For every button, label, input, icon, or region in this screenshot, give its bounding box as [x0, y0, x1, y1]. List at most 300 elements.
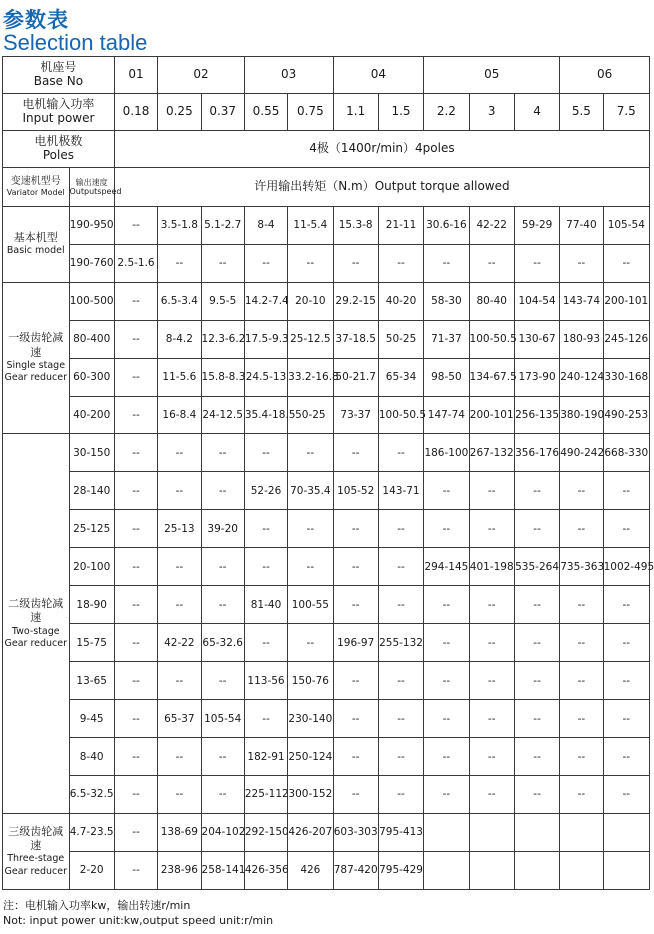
- torque-cell: --: [469, 738, 514, 776]
- torque-cell: --: [424, 510, 469, 548]
- variator-row: [3, 167, 650, 206]
- torque-cell: 52-26: [244, 472, 287, 510]
- torque-cell: --: [114, 662, 157, 700]
- torque-cell: 104-54: [514, 282, 559, 320]
- torque-cell: 9.5-5: [201, 282, 244, 320]
- torque-cell: --: [288, 244, 333, 282]
- torque-cell: 668-330: [603, 434, 649, 472]
- torque-cell: 80-40: [469, 282, 514, 320]
- torque-cell: --: [114, 624, 157, 662]
- torque-cell: --: [333, 434, 378, 472]
- output-speed-cell: 18-90: [69, 586, 114, 624]
- torque-cell: 105-54: [603, 206, 649, 244]
- poles-value: 4极（1400r/min）4poles: [114, 130, 649, 167]
- torque-cell: 21-11: [378, 206, 423, 244]
- torque-cell: --: [114, 510, 157, 548]
- torque-cell: 25-12.5: [288, 320, 333, 358]
- torque-cell: 42-22: [469, 206, 514, 244]
- output-speed-cell: 190-950: [69, 206, 114, 244]
- torque-cell: 6.5-3.4: [158, 282, 201, 320]
- table-row: [3, 776, 650, 814]
- torque-cell: --: [560, 510, 603, 548]
- torque-cell: --: [469, 510, 514, 548]
- output-speed-cell: 4.7-23.5: [69, 813, 114, 851]
- torque-cell: --: [333, 510, 378, 548]
- torque-cell: --: [244, 548, 287, 586]
- torque-cell: --: [114, 548, 157, 586]
- table-row: [3, 586, 650, 624]
- torque-cell: 134-67.5: [469, 358, 514, 396]
- torque-cell: --: [288, 624, 333, 662]
- footnote: [3, 898, 273, 928]
- torque-cell: 250-124: [288, 738, 333, 776]
- torque-cell: --: [158, 738, 201, 776]
- torque-cell: --: [158, 776, 201, 814]
- table-row: [3, 206, 650, 244]
- torque-cell: 258-141: [201, 851, 244, 889]
- torque-cell: 426-356: [244, 851, 287, 889]
- single-stage-label-cn: 一级齿轮减速: [8, 331, 64, 359]
- torque-cell: 3.5-1.8: [158, 206, 201, 244]
- torque-cell: 30.6-16: [424, 206, 469, 244]
- torque-cell: --: [560, 624, 603, 662]
- output-speed-cell: 28-140: [69, 472, 114, 510]
- torque-cell: 2.5-1.6: [114, 244, 157, 282]
- torque-cell: [514, 851, 559, 889]
- torque-cell: 200-101: [469, 396, 514, 434]
- base-no-cell: 05: [424, 57, 560, 94]
- page-title-en: Selection table: [3, 30, 148, 55]
- torque-cell: --: [603, 624, 649, 662]
- torque-cell: --: [114, 776, 157, 814]
- input-power-label-en: Input power: [22, 110, 95, 125]
- base-no-label-en: Base No: [33, 73, 84, 88]
- torque-cell: 200-101: [603, 282, 649, 320]
- base-no-label-cn: 机座号: [40, 60, 77, 75]
- torque-cell: --: [333, 662, 378, 700]
- poles-label: [3, 130, 115, 167]
- variator-model-label-en: Variator Model: [6, 187, 65, 197]
- torque-cell: 173-90: [514, 358, 559, 396]
- table-row: [3, 851, 650, 889]
- torque-cell: 50-21.7: [333, 358, 378, 396]
- torque-cell: [424, 851, 469, 889]
- torque-cell: --: [603, 586, 649, 624]
- input-power-cell: 3: [469, 93, 514, 130]
- torque-cell: 294-145: [424, 548, 469, 586]
- torque-cell: --: [514, 662, 559, 700]
- base-no-cell: 02: [158, 57, 245, 94]
- torque-cell: 100-55: [288, 586, 333, 624]
- input-power-cell: 0.25: [158, 93, 201, 130]
- torque-cell: 98-50: [424, 358, 469, 396]
- torque-cell: --: [114, 282, 157, 320]
- torque-cell: --: [469, 624, 514, 662]
- torque-cell: --: [201, 586, 244, 624]
- torque-cell: 787-420: [333, 851, 378, 889]
- torque-cell: --: [424, 738, 469, 776]
- table-row: [3, 813, 650, 851]
- torque-cell: 17.5-9.3: [244, 320, 287, 358]
- torque-cell: --: [158, 434, 201, 472]
- variator-model-label: [3, 167, 70, 206]
- torque-cell: 12.3-6.2: [201, 320, 244, 358]
- table-row: [3, 662, 650, 700]
- torque-cell: 8-4: [244, 206, 287, 244]
- poles-row: [3, 130, 650, 167]
- torque-cell: --: [333, 738, 378, 776]
- torque-cell: 105-54: [201, 700, 244, 738]
- torque-cell: --: [201, 776, 244, 814]
- output-speed-cell: 60-300: [69, 358, 114, 396]
- torque-cell: 426: [288, 851, 333, 889]
- torque-cell: 490-242: [560, 434, 603, 472]
- torque-cell: 138-69: [158, 813, 201, 851]
- poles-label-cn: 电机极数: [34, 134, 83, 148]
- two-stage-label-en: Two-stage Gear reducer: [4, 625, 68, 650]
- input-power-label-cn: 电机输入功率: [22, 97, 95, 112]
- table-row: [3, 548, 650, 586]
- output-speed-cell: 8-40: [69, 738, 114, 776]
- output-speed-cell: 13-65: [69, 662, 114, 700]
- selection-table: [2, 56, 654, 890]
- torque-cell: --: [333, 586, 378, 624]
- torque-cell: 147-74: [424, 396, 469, 434]
- torque-cell: --: [560, 244, 603, 282]
- base-no-cell: 03: [244, 57, 333, 94]
- two-stage-label: [3, 434, 70, 814]
- torque-cell: --: [424, 662, 469, 700]
- torque-cell: 29.2-15: [333, 282, 378, 320]
- output-speed-cell: 80-400: [69, 320, 114, 358]
- torque-cell: --: [424, 776, 469, 814]
- torque-cell: --: [560, 472, 603, 510]
- torque-cell: --: [378, 738, 423, 776]
- torque-cell: --: [114, 358, 157, 396]
- torque-cell: 65-37: [158, 700, 201, 738]
- torque-cell: --: [114, 586, 157, 624]
- torque-cell: 73-37: [333, 396, 378, 434]
- table-row: [3, 510, 650, 548]
- torque-cell: --: [514, 738, 559, 776]
- footnote-en: Not: input power unit:kw,output speed unit:r/min: [3, 914, 274, 927]
- torque-cell: --: [114, 738, 157, 776]
- torque-cell: 11-5.6: [158, 358, 201, 396]
- output-speed-cell: 40-200: [69, 396, 114, 434]
- selection-table-container: [2, 56, 654, 890]
- torque-cell: --: [201, 548, 244, 586]
- torque-cell: --: [244, 700, 287, 738]
- torque-cell: 50-25: [288, 396, 333, 434]
- torque-cell: 267-132: [469, 434, 514, 472]
- torque-cell: --: [560, 738, 603, 776]
- torque-cell: 11-5.4: [288, 206, 333, 244]
- output-speed-cell: 20-100: [69, 548, 114, 586]
- torque-cell: 5.1-2.7: [201, 206, 244, 244]
- torque-cell: 240-124: [560, 358, 603, 396]
- torque-cell: 35.4-18.5: [244, 396, 287, 434]
- torque-cell: [603, 851, 649, 889]
- torque-cell: 15.3-8: [333, 206, 378, 244]
- torque-cell: --: [333, 244, 378, 282]
- torque-cell: 50-25: [378, 320, 423, 358]
- torque-cell: 735-363: [560, 548, 603, 586]
- table-row: [3, 396, 650, 434]
- torque-cell: --: [378, 434, 423, 472]
- torque-cell: --: [201, 472, 244, 510]
- output-speed-cell: 30-150: [69, 434, 114, 472]
- output-speed-label-en: Outputspeed: [69, 186, 122, 196]
- table-row: [3, 320, 650, 358]
- torque-cell: --: [514, 586, 559, 624]
- torque-cell: --: [333, 548, 378, 586]
- torque-cell: 180-93: [560, 320, 603, 358]
- torque-cell: 70-35.4: [288, 472, 333, 510]
- input-power-cell: 1.1: [333, 93, 378, 130]
- input-power-cell: 4: [514, 93, 559, 130]
- torque-cell: 1002-495: [603, 548, 649, 586]
- torque-cell: --: [114, 434, 157, 472]
- torque-cell: 16-8.4: [158, 396, 201, 434]
- three-stage-label-en: Three-stage Gear reducer: [4, 853, 68, 877]
- torque-cell: --: [424, 700, 469, 738]
- torque-cell: --: [114, 396, 157, 434]
- torque-cell: 40-20: [378, 282, 423, 320]
- torque-cell: 59-29: [514, 206, 559, 244]
- torque-cell: 24.5-13: [244, 358, 287, 396]
- torque-cell: 65-34: [378, 358, 423, 396]
- torque-cell: --: [288, 434, 333, 472]
- torque-cell: 81-40: [244, 586, 287, 624]
- page-title-cn: 参数表: [3, 8, 69, 32]
- torque-cell: 182-91: [244, 738, 287, 776]
- torque-cell: 401-198: [469, 548, 514, 586]
- torque-cell: 33.2-16.8: [288, 358, 333, 396]
- torque-cell: 795-413: [378, 813, 423, 851]
- torque-cell: --: [603, 662, 649, 700]
- torque-cell: 15.8-8.3: [201, 358, 244, 396]
- input-power-cell: 0.75: [288, 93, 333, 130]
- torque-cell: 65-32.6: [201, 624, 244, 662]
- torque-cell: --: [424, 244, 469, 282]
- torque-cell: --: [333, 776, 378, 814]
- torque-cell: 330-168: [603, 358, 649, 396]
- torque-cell: --: [469, 662, 514, 700]
- torque-cell: --: [158, 244, 201, 282]
- torque-cell: 143-74: [560, 282, 603, 320]
- torque-cell: --: [469, 586, 514, 624]
- output-speed-cell: 2-20: [69, 851, 114, 889]
- torque-cell: --: [603, 700, 649, 738]
- torque-cell: --: [158, 586, 201, 624]
- footnote-cn: 注：电机输入功率kw，输出转速r/min: [3, 899, 191, 912]
- output-speed-label-cn: 输出速度: [75, 177, 108, 187]
- base-no-label: [3, 57, 115, 94]
- torque-cell: --: [114, 472, 157, 510]
- output-speed-cell: 15-75: [69, 624, 114, 662]
- torque-cell: --: [244, 510, 287, 548]
- base-no-cell: 01: [114, 57, 157, 94]
- input-power-label: [3, 93, 115, 130]
- torque-cell: --: [114, 320, 157, 358]
- torque-cell: --: [114, 700, 157, 738]
- torque-cell: --: [244, 434, 287, 472]
- input-power-cell: 2.2: [424, 93, 469, 130]
- torque-cell: --: [378, 700, 423, 738]
- torque-cell: --: [514, 700, 559, 738]
- torque-cell: --: [603, 738, 649, 776]
- table-row: [3, 358, 650, 396]
- torque-cell: 20-10: [288, 282, 333, 320]
- torque-cell: --: [514, 624, 559, 662]
- table-row: [3, 624, 650, 662]
- output-speed-cell: 25-125: [69, 510, 114, 548]
- torque-cell: [469, 813, 514, 851]
- table-row: [3, 472, 650, 510]
- three-stage-label-cn: 三级齿轮减速: [8, 824, 64, 853]
- basic-model-label-en: Basic model: [6, 245, 65, 257]
- variator-model-label-cn: 变速机型号: [10, 176, 61, 188]
- input-power-row: [3, 93, 650, 130]
- three-stage-label: [3, 813, 70, 889]
- torque-cell: [560, 851, 603, 889]
- torque-cell: --: [201, 434, 244, 472]
- torque-cell: --: [514, 510, 559, 548]
- torque-cell: --: [603, 244, 649, 282]
- torque-cell: 255-132: [378, 624, 423, 662]
- torque-cell: 426-207: [288, 813, 333, 851]
- input-power-cell: 0.37: [201, 93, 244, 130]
- torque-cell: --: [158, 472, 201, 510]
- torque-cell: --: [560, 776, 603, 814]
- table-row: [3, 244, 650, 282]
- torque-cell: --: [469, 472, 514, 510]
- torque-cell: [424, 813, 469, 851]
- input-power-cell: 0.55: [244, 93, 287, 130]
- torque-cell: --: [514, 244, 559, 282]
- torque-cell: 225-112: [244, 776, 287, 814]
- two-stage-label-cn: 二级齿轮减速: [8, 597, 64, 625]
- torque-cell: --: [201, 662, 244, 700]
- single-stage-label: [3, 282, 70, 434]
- torque-cell: --: [288, 510, 333, 548]
- basic-model-label: [3, 206, 70, 282]
- torque-cell: --: [114, 813, 157, 851]
- torque-cell: 100-50.5: [469, 320, 514, 358]
- torque-cell: 77-40: [560, 206, 603, 244]
- base-no-cell: 04: [333, 57, 424, 94]
- torque-cell: --: [378, 548, 423, 586]
- torque-cell: 300-152: [288, 776, 333, 814]
- torque-cell: --: [560, 700, 603, 738]
- input-power-cell: 7.5: [603, 93, 649, 130]
- torque-cell: 490-253: [603, 396, 649, 434]
- torque-cell: 196-97: [333, 624, 378, 662]
- torque-cell: [469, 851, 514, 889]
- output-speed-label: [69, 167, 122, 206]
- torque-cell: 105-52: [333, 472, 378, 510]
- torque-cell: 100-50.5: [378, 396, 423, 434]
- torque-cell: --: [244, 244, 287, 282]
- torque-cell: 380-190: [560, 396, 603, 434]
- torque-cell: --: [560, 586, 603, 624]
- torque-cell: 143-71: [378, 472, 423, 510]
- output-speed-cell: 9-45: [69, 700, 114, 738]
- torque-cell: --: [603, 510, 649, 548]
- torque-cell: --: [201, 738, 244, 776]
- base-no-cell: 06: [560, 57, 650, 94]
- torque-cell: --: [514, 776, 559, 814]
- torque-cell: 535-264: [514, 548, 559, 586]
- basic-model-label-cn: 基本机型: [13, 230, 58, 244]
- torque-cell: [514, 813, 559, 851]
- torque-cell: --: [424, 472, 469, 510]
- torque-cell: 58-30: [424, 282, 469, 320]
- torque-cell: --: [603, 776, 649, 814]
- torque-cell: --: [378, 776, 423, 814]
- torque-cell: 186-100: [424, 434, 469, 472]
- torque-cell: --: [469, 776, 514, 814]
- torque-cell: 113-56: [244, 662, 287, 700]
- torque-cell: --: [378, 586, 423, 624]
- table-row: [3, 738, 650, 776]
- torque-cell: --: [201, 244, 244, 282]
- torque-cell: --: [469, 700, 514, 738]
- torque-cell: [603, 813, 649, 851]
- output-speed-cell: 100-500: [69, 282, 114, 320]
- torque-cell: 795-429: [378, 851, 423, 889]
- torque-cell: 39-20: [201, 510, 244, 548]
- torque-cell: --: [378, 244, 423, 282]
- input-power-cell: 1.5: [378, 93, 423, 130]
- torque-cell: --: [424, 624, 469, 662]
- torque-cell: 14.2-7.4: [244, 282, 287, 320]
- torque-cell: --: [514, 472, 559, 510]
- torque-cell: 356-176: [514, 434, 559, 472]
- torque-header: 许用输出转矩（N.m）Output torque allowed: [114, 167, 649, 206]
- torque-cell: --: [114, 851, 157, 889]
- single-stage-label-en: Single stage Gear reducer: [4, 360, 68, 384]
- torque-cell: 8-4.2: [158, 320, 201, 358]
- torque-cell: 292-150: [244, 813, 287, 851]
- table-row: [3, 282, 650, 320]
- torque-cell: --: [469, 244, 514, 282]
- torque-cell: 230-140: [288, 700, 333, 738]
- torque-cell: --: [333, 700, 378, 738]
- torque-cell: --: [560, 662, 603, 700]
- torque-cell: 238-96: [158, 851, 201, 889]
- torque-cell: --: [158, 548, 201, 586]
- output-speed-cell: 6.5-32.5: [69, 776, 114, 814]
- torque-cell: 150-76: [288, 662, 333, 700]
- output-speed-cell: 190-760: [69, 244, 114, 282]
- torque-cell: --: [114, 206, 157, 244]
- torque-cell: 42-22: [158, 624, 201, 662]
- torque-cell: 130-67: [514, 320, 559, 358]
- torque-cell: --: [603, 472, 649, 510]
- input-power-cell: 0.18: [114, 93, 157, 130]
- torque-cell: 603-303: [333, 813, 378, 851]
- torque-cell: --: [244, 624, 287, 662]
- torque-cell: [560, 813, 603, 851]
- input-power-cell: 5.5: [560, 93, 603, 130]
- base-no-row: [3, 57, 650, 94]
- table-row: [3, 434, 650, 472]
- torque-cell: --: [378, 510, 423, 548]
- torque-cell: 37-18.5: [333, 320, 378, 358]
- table-row: [3, 700, 650, 738]
- torque-cell: 25-13: [158, 510, 201, 548]
